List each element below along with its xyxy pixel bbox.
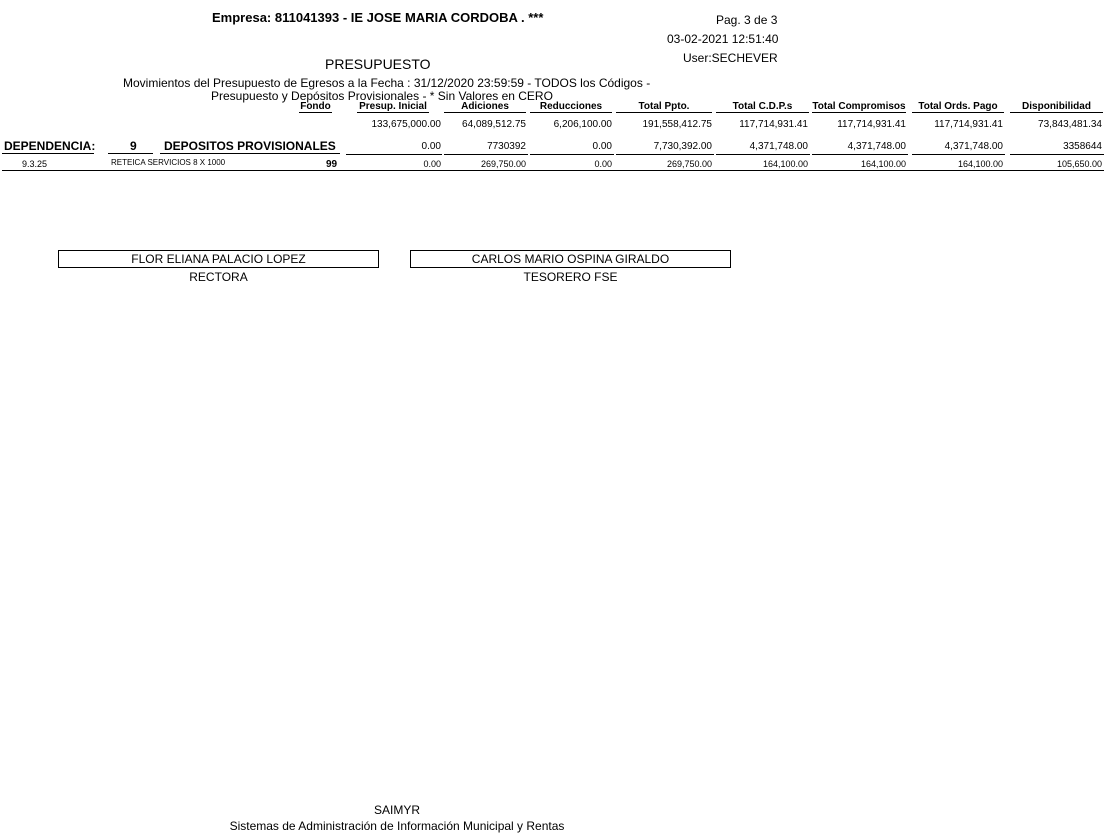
- detalle-total-cdps: 164,100.00: [762, 159, 808, 169]
- report-subtitle: Movimientos del Presupuesto de Egresos a la Fecha : 31/12/2020 23:59:59 - TODOS los Códigos -: [123, 76, 651, 90]
- detalle-presup-inicial: 0.00: [423, 159, 441, 169]
- company-title: Empresa: 811041393 - IE JOSE MARIA CORDOBA . ***: [212, 10, 544, 25]
- footer-system: SAIMYR: [373, 803, 420, 817]
- total-total-compromisos: 117,714,931.41: [837, 119, 906, 130]
- col-header-reducciones: Reducciones: [530, 101, 612, 113]
- detalle-total-ppto: 269,750.00: [666, 159, 712, 169]
- dep-presup-inicial: 0.00: [421, 141, 441, 152]
- dep-value-underline: [530, 154, 614, 155]
- dep-value-underline: [444, 154, 528, 155]
- dep-reducciones: 0.00: [592, 141, 612, 152]
- detalle-total-compromisos: 164,100.00: [860, 159, 906, 169]
- total-total-cdps: 117,714,931.41: [739, 119, 808, 130]
- total-total-ppto: 191,558,412.75: [642, 119, 712, 130]
- detalle-adiciones: 269,750.00: [480, 159, 526, 169]
- signature-role-1: RECTORA: [189, 270, 248, 284]
- dependencia-underline: [108, 153, 153, 154]
- total-total-ords-pago: 117,714,931.41: [934, 119, 1003, 130]
- detalle-descripcion: RETEICA SERVICIOS 8 X 1000: [111, 158, 226, 167]
- col-header-total-ppto: Total Ppto.: [616, 101, 712, 113]
- detalle-fondo: 99: [326, 159, 338, 170]
- dep-value-underline: [616, 154, 714, 155]
- dependencia-nombre: DEPOSITOS PROVISIONALES: [164, 139, 336, 153]
- dep-total-ppto: 7,730,392.00: [653, 141, 712, 152]
- total-adiciones: 64,089,512.75: [462, 119, 526, 130]
- detalle-codigo: 9.3.25: [22, 159, 48, 169]
- dep-disponibilidad: 3358644: [1063, 141, 1102, 152]
- col-header-total-compromisos: Total Compromisos: [812, 101, 906, 112]
- signature-name-2: CARLOS MARIO OSPINA GIRALDO: [410, 250, 731, 268]
- dependencia-underline: [160, 153, 340, 154]
- col-header-disponibilidad: Disponibilidad: [1010, 101, 1103, 113]
- page-number: Pag. 3 de 3: [716, 13, 778, 27]
- total-presup-inicial: 133,675,000.00: [371, 119, 441, 130]
- dep-adiciones: 7730392: [487, 141, 526, 152]
- dep-value-underline: [912, 154, 1005, 155]
- report-subtitle-2: Presupuesto y Depósitos Provisionales - * Sin Valores en CERO: [211, 89, 553, 103]
- report-user: User:SECHEVER: [683, 51, 778, 65]
- signature-role-2: TESORERO FSE: [523, 270, 618, 284]
- dep-value-underline: [812, 154, 908, 155]
- signature-name-1: FLOR ELIANA PALACIO LOPEZ: [58, 250, 379, 268]
- dep-value-underline: [716, 154, 810, 155]
- col-header-adiciones: Adiciones: [444, 101, 526, 113]
- footer-description: Sistemas de Administración de Información Municipal y Rentas: [229, 819, 565, 833]
- col-header-presup-inicial: Presup. Inicial: [357, 101, 429, 113]
- total-reducciones: 6,206,100.00: [553, 119, 612, 130]
- dep-total-cdps: 4,371,748.00: [749, 141, 808, 152]
- dependencia-underline: [2, 153, 94, 154]
- dep-total-compromisos: 4,371,748.00: [847, 141, 906, 152]
- dep-total-ords-pago: 4,371,748.00: [944, 141, 1003, 152]
- detalle-underline: [2, 170, 1104, 171]
- col-header-total-ords-pago: Total Ords. Pago: [912, 101, 1004, 113]
- dep-value-underline: [1010, 154, 1104, 155]
- detalle-total-ords-pago: 164,100.00: [957, 159, 1003, 169]
- col-header-total-cdps: Total C.D.P.s: [716, 101, 809, 113]
- dependencia-codigo: 9: [130, 139, 137, 153]
- report-datetime: 03-02-2021 12:51:40: [667, 32, 779, 46]
- col-header-fondo: Fondo: [300, 101, 331, 112]
- report-title: PRESUPUESTO: [325, 56, 431, 72]
- total-disponibilidad: 73,843,481.34: [1038, 119, 1102, 130]
- dependencia-label: DEPENDENCIA:: [4, 139, 96, 153]
- detalle-reducciones: 0.00: [594, 159, 612, 169]
- dep-value-underline: [346, 154, 442, 155]
- detalle-disponibilidad: 105,650.00: [1056, 159, 1102, 169]
